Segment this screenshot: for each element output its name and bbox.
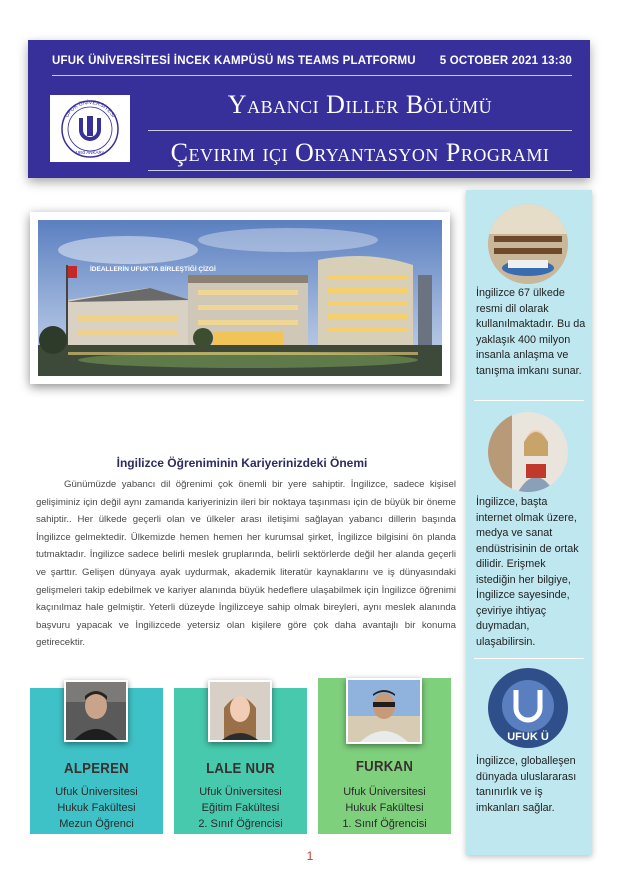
university-logo xyxy=(50,95,130,162)
student-photo xyxy=(64,680,128,742)
page-subtitle: Çevirim içi Oryantasyon Programı xyxy=(170,138,550,167)
sidebar-divider xyxy=(474,400,584,401)
page-number: 1 xyxy=(306,849,314,863)
university-badge-image xyxy=(488,668,568,748)
date-label: 5 OCTOBER 2021 13:30 xyxy=(439,55,572,67)
photo-caption: İDEALLERİN UFUK'TA BİRLEŞTİĞİ ÇİZGİ xyxy=(90,266,216,273)
student-name: FURKAN xyxy=(355,758,414,775)
sidebar-fact: İngilizce, başta internet olmak üzere, medya ve sanat endüstrisinin de ortak dilidir. Erişmek istediğin her bilgiye, İngilizce sayesinde, çeviriye ihtiyaç duymadan, ulaşabilirsin. xyxy=(476,496,579,648)
student-info: Ufuk Üniversitesi Hukuk Fakültesi 1. Sınıf Öğrencisi xyxy=(342,786,427,830)
header-topbar xyxy=(52,50,572,72)
header-divider xyxy=(148,170,572,171)
svg-text:1993 ANKARA: 1993 ANKARA xyxy=(75,149,105,155)
student-card xyxy=(30,688,163,834)
library-image xyxy=(488,204,568,284)
sidebar-fact: İngilizce 67 ülkede resmi dil olarak kullanılmaktadır. Bu da yaklaşık 400 milyon insanla anlaşma ve tanışma imkanı sunar. xyxy=(476,287,586,377)
student-card xyxy=(174,688,307,834)
student-name: ALPEREN xyxy=(64,760,129,777)
header-divider xyxy=(52,75,572,76)
page-title: Yabancı Diller Bölümü xyxy=(227,90,493,119)
header-divider xyxy=(148,130,572,131)
campus-photo xyxy=(30,212,450,384)
info-sidebar xyxy=(466,190,592,855)
header-banner xyxy=(28,40,590,178)
student-info: Ufuk Üniversitesi Hukuk Fakültesi Mezun Öğrenci xyxy=(55,786,138,830)
sidebar-divider xyxy=(474,658,584,659)
student-photo xyxy=(208,680,272,742)
student-card xyxy=(318,678,451,834)
student-photo xyxy=(346,678,422,744)
platform-label: UFUK ÜNİVERSİTESİ İNCEK KAMPÜSÜ MS TEAMS PLATFORMU xyxy=(52,55,416,67)
svg-text:UFUK ÜNİVERSİTESİ: UFUK ÜNİVERSİTESİ xyxy=(64,99,116,119)
student-name: LALE NUR xyxy=(206,760,275,777)
article-body: Günümüzde yabancı dil öğrenimi çok önemli bir yere sahiptir. İngilizce, sadece kişisel gelişiminiz için değil aynı zamanda kariyerinizin ileri bir noktaya taşınması için de büyük bir öneme sahiptir.. Her ülkede geçerli olan ve ülkeler arası iletişimi sağlayan yabancı dillerin başında İngilizce gelmektedir. Ülkemizde hemen hemen her kurumsal şirket, İngilizce bilgisini ön planda tutmaktadır. İngilizce sadece belirli meslek gruplarında, belirli sektörlerde değil her alanda geçerli ve şarttır. Gelişen dünyaya ayak uydurmak, akademik literatür kaynaklarını ve iş dünyasındaki gelişmeleri takip edebilmek ve kariyer alanında büyük hedeflere ulaşabilmek için İngilizce öğrenimi kaçınılmaz hale gelmiştir. Yeterli düzeyde İngilizceye sahip olmak bireyleri, aynı meslek alanında başvuru yapacak ve İngilizcede yetersiz olan kişilere göre çok daha avantajlı bir konuma getirecektir. xyxy=(36,479,456,649)
students-image xyxy=(488,412,568,492)
sidebar-fact: İngilizce, globalleşen dünyada uluslararası tanınırlık ve iş imkanları sağlar. xyxy=(476,755,577,814)
article-title: İngilizce Öğreniminin Kariyerinizdeki Önemi xyxy=(116,456,368,470)
student-info: Ufuk Üniversitesi Eğitim Fakültesi 2. Sınıf Öğrencisi xyxy=(198,786,283,830)
svg-text:UFUK Ü: UFUK Ü xyxy=(507,731,549,743)
